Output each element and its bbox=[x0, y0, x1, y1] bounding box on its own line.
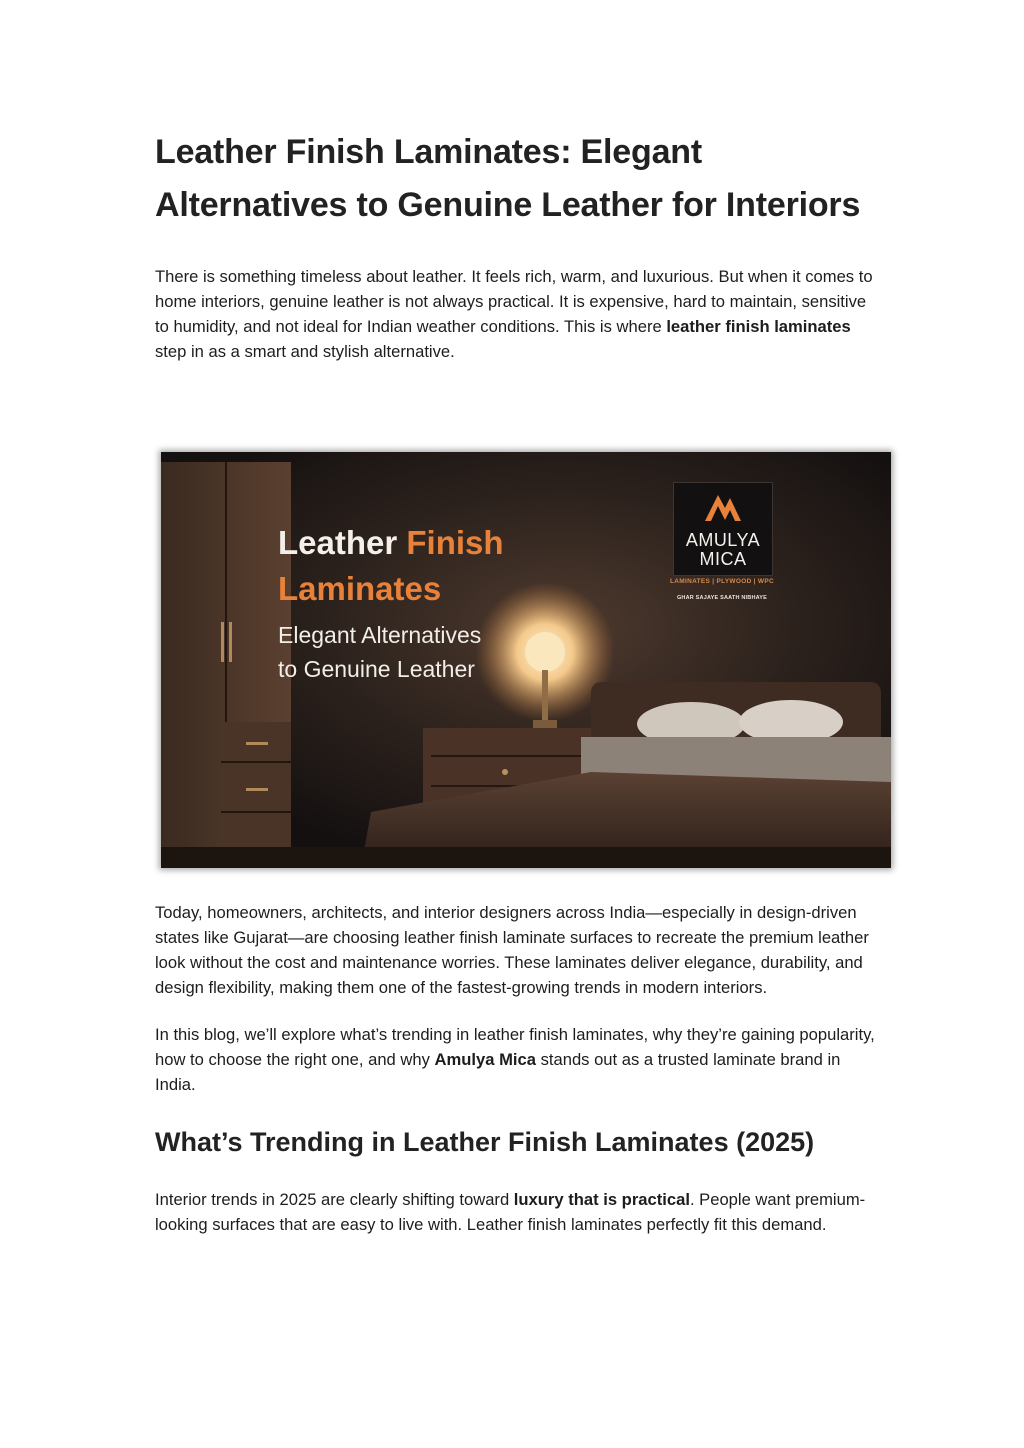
p3-bold: Amulya Mica bbox=[434, 1050, 536, 1069]
section-heading: What’s Trending in Leather Finish Laminates (2025) bbox=[155, 1127, 815, 1157]
intro-text-1: There is something timeless about leather. It feels rich, warm, and luxurious. But when it comes to home interiors, genuine leather is not always practical. It is expensive, hard to maintain, sensitive to humidity, and not ideal for Indian weather conditions. This is where bbox=[155, 267, 873, 336]
logo-line1: AMULYA bbox=[685, 530, 761, 550]
bedroom-illustration bbox=[161, 452, 891, 868]
hero-title bbox=[278, 520, 504, 612]
hero-subtitle-line2: to Genuine Leather bbox=[278, 656, 475, 682]
paragraph-2025-trends bbox=[155, 1187, 875, 1237]
hero-title-white: Leather bbox=[278, 524, 398, 561]
logo-mark-icon bbox=[674, 483, 772, 531]
intro-bold: leather finish laminates bbox=[666, 317, 851, 336]
intro-text-2: step in as a smart and stylish alternative. bbox=[155, 342, 455, 361]
logo-slogan: GHAR SAJAYE SAATH NIBHAYE bbox=[676, 595, 768, 601]
paragraph-blog-intro bbox=[155, 1022, 875, 1097]
logo-line2: MICA bbox=[699, 549, 747, 569]
article-top bbox=[155, 126, 875, 364]
hero-subtitle bbox=[278, 618, 481, 686]
logo-tagline: LAMINATES | PLYWOOD | WPC bbox=[670, 578, 774, 585]
p3-text-1: In this blog, we’ll explore what’s trending in leather finish laminates, why they’re gaining popularity, how to choose the right one, and why bbox=[155, 1025, 875, 1069]
hero-title-orange-2: Laminates bbox=[278, 570, 442, 607]
hero-subtitle-line1: Elegant Alternatives bbox=[278, 622, 482, 648]
paragraph-trends-india: Today, homeowners, architects, and interior designers across India—especially in design-driven states like Gujarat—are choosing leather finish laminate surfaces to recreate the premium leather look without the cost and maintenance worries. These laminates deliver elegance, durability, and design flexibility, making them one of the fastest-growing trends in modern interiors. bbox=[155, 903, 869, 997]
intro-paragraph bbox=[155, 264, 875, 364]
p4-text-2: . People want premium-looking surfaces that are easy to live with. Leather finish laminates perfectly fit this demand. bbox=[155, 1190, 866, 1234]
hero-title-orange-1: Finish bbox=[406, 524, 504, 561]
p4-text-1: Interior trends in 2025 are clearly shifting toward bbox=[155, 1190, 514, 1209]
p4-bold: luxury that is practical bbox=[513, 1190, 690, 1209]
article-body bbox=[155, 900, 875, 1237]
lamp-icon bbox=[525, 632, 565, 672]
p3-text-2: stands out as a trusted laminate brand in India. bbox=[155, 1050, 841, 1094]
page-title: Leather Finish Laminates: Elegant Alternatives to Genuine Leather for Interiors bbox=[155, 133, 861, 224]
hero-image bbox=[161, 452, 891, 868]
brand-logo bbox=[673, 482, 773, 576]
floor bbox=[161, 847, 891, 868]
